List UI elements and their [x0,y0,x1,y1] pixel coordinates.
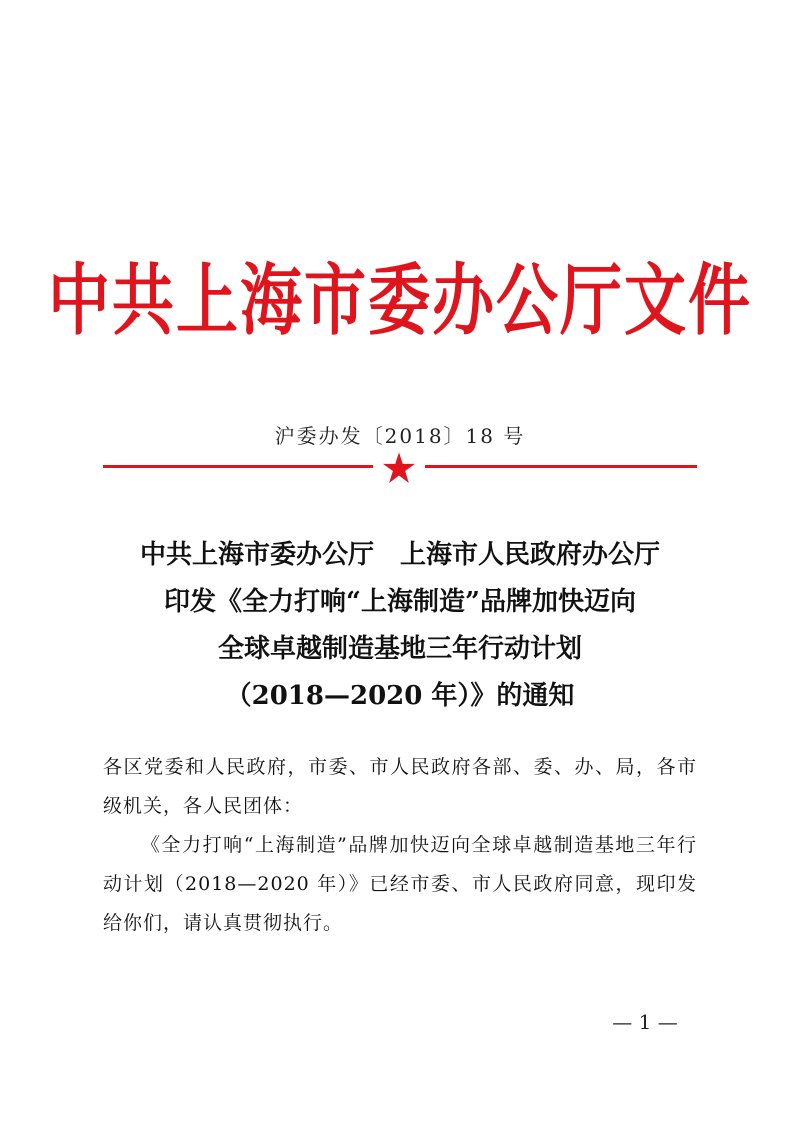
title-line-2: 印发《全力打响“上海制造”品牌加快迈向 [164,587,636,617]
salutation: 各区党委和人民政府，市委、市人民政府各部、委、办、局，各市级机关，各人民团体： [103,756,697,817]
star-icon [382,451,416,485]
notice-title [0,532,800,720]
body-paragraph: 《全力打响“上海制造”品牌加快迈向全球卓越制造基地三年行动计划（2018—2020 年）》已经市委、市人民政府同意，现印发给你们，请认真贯彻执行。 [103,834,697,934]
red-divider-left [103,465,373,468]
page-number: — 1 — [612,1010,678,1034]
red-divider-right [425,465,697,468]
title-line-1: 中共上海市委办公厅 上海市人民政府办公厅 [139,540,660,570]
title-line-4: （2018—2020 年）》的通知 [225,681,575,711]
masthead-title: 中共上海市委办公厅文件 [47,254,752,346]
document-number: 沪委办发〔2018〕18 号 [274,424,526,448]
title-line-3: 全球卓越制造基地三年行动计划 [217,634,582,664]
notice-body [103,748,697,943]
